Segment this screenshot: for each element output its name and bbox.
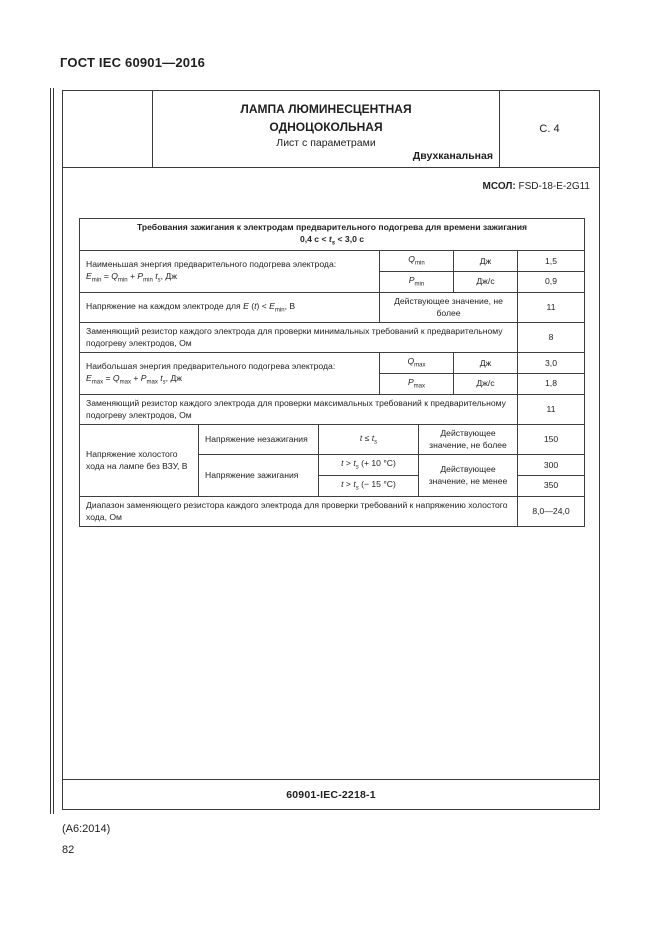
symbol-cell: $Q_{min}$ bbox=[380, 251, 454, 272]
title-band-main-cell bbox=[153, 91, 499, 167]
table-title-cell bbox=[80, 219, 585, 251]
value-cell: 1,8 bbox=[518, 374, 585, 395]
value-cell: 300 bbox=[518, 455, 585, 476]
value-cell: 0,9 bbox=[518, 272, 585, 293]
open-circuit-condition-cell: $t > t_s$ (+ 10 °C) bbox=[319, 455, 419, 476]
page-number: 82 bbox=[62, 844, 75, 856]
open-circuit-condition-cell: $t \le t_s$ bbox=[319, 425, 419, 455]
open-circuit-name-cell: Напряжение зажигания bbox=[199, 455, 319, 497]
value-cell: 150 bbox=[518, 425, 585, 455]
table-header-row bbox=[80, 219, 585, 251]
sheet-ref-cell bbox=[499, 91, 599, 167]
max-energy-row-q bbox=[80, 353, 585, 374]
binding-margin-rule bbox=[50, 88, 54, 814]
datasheet-frame bbox=[62, 90, 600, 810]
lamp-code-label: МСОЛ: bbox=[482, 181, 516, 192]
resistor-min-desc-cell: Заменяющий резистор каждого электрода для проверки минимальных требований к предварительному подогреву электродов, Ом bbox=[80, 323, 518, 353]
max-energy-desc: Наибольшая энергия предварительного подогрева электрода: bbox=[86, 361, 336, 372]
unit-cell: Дж/с bbox=[454, 374, 518, 395]
value-cell: 3,0 bbox=[518, 353, 585, 374]
value-cell: 8 bbox=[518, 323, 585, 353]
resistor-max-desc-cell: Заменяющий резистор каждого электрода для проверки максимальных требований к предварительному подогреву электродов, Ом bbox=[80, 395, 518, 425]
lamp-title-line1: ЛАМПА ЛЮМИНЕСЦЕНТНАЯ bbox=[240, 102, 412, 116]
title-band-empty-cell bbox=[63, 91, 153, 167]
lamp-title-line2: ОДНОЦОКОЛЬНАЯ bbox=[269, 120, 383, 134]
value-cell: 350 bbox=[518, 476, 585, 497]
datasheet-footer-band bbox=[63, 779, 599, 809]
symbol-cell: $Q_{max}$ bbox=[380, 353, 454, 374]
max-energy-desc-cell bbox=[80, 353, 380, 395]
value-cell: 11 bbox=[518, 395, 585, 425]
electrode-voltage-criterion-cell: Действующее значение, не более bbox=[380, 293, 518, 323]
symbol-cell: $P_{max}$ bbox=[380, 374, 454, 395]
min-energy-desc: Наименьшая энергия предварительного подогрева электрода: bbox=[86, 259, 337, 270]
symbol-cell: $P_{min}$ bbox=[380, 272, 454, 293]
ignition-requirements-table bbox=[79, 218, 585, 527]
resistor-max-row bbox=[80, 395, 585, 425]
title-band bbox=[63, 91, 599, 168]
resistor-min-row bbox=[80, 323, 585, 353]
open-circuit-criterion-cell: Действующее значение, не более bbox=[419, 425, 518, 455]
open-circuit-label-cell: Напряжение холостого хода на лампе без ВЗУ, В bbox=[80, 425, 199, 497]
open-circuit-criterion-cell: Действующее значение, не менее bbox=[419, 455, 518, 497]
sheet-ref: С. 4 bbox=[539, 123, 560, 135]
table-title-range: 0,4 $с < t_s < 3,0$ с bbox=[299, 233, 365, 247]
lamp-code-value: FSD-18-E-2G11 bbox=[518, 181, 590, 192]
min-energy-formula: $E_{min} = Q_{min} + P_{min}$ $t_s$, Дж bbox=[86, 270, 178, 284]
standard-designation: ГОСТ IEC 60901—2016 bbox=[60, 55, 206, 70]
open-circuit-name-cell: Напряжение незажигания bbox=[199, 425, 319, 455]
value-cell: 1,5 bbox=[518, 251, 585, 272]
table-title: Требования зажигания к электродам предварительного подогрева для времени зажигания bbox=[136, 222, 528, 232]
lamp-subtitle: Лист с параметрами bbox=[276, 137, 376, 149]
lamp-variant: Двухканальная bbox=[412, 150, 493, 162]
amendment-note: (А6:2014) bbox=[62, 823, 111, 835]
electrode-voltage-desc-cell: Напряжение на каждом электроде для E $(t) < E_{min}$, В bbox=[80, 293, 380, 323]
min-energy-row-q bbox=[80, 251, 585, 272]
open-circuit-row-1 bbox=[80, 425, 585, 455]
value-cell: 8,0—24,0 bbox=[518, 497, 585, 527]
max-energy-formula: $E_{max} = Q_{max} + P_{max}$ $t_s$, Дж bbox=[86, 372, 183, 386]
resistor-range-desc-cell: Диапазон заменяющего резистора каждого электрода для проверки требований к напряжению холостого хода, Ом bbox=[80, 497, 518, 527]
datasheet-number: 60901-IEC-2218-1 bbox=[286, 788, 376, 801]
unit-cell: Дж bbox=[454, 353, 518, 374]
electrode-voltage-row bbox=[80, 293, 585, 323]
unit-cell: Дж/с bbox=[454, 272, 518, 293]
unit-cell: Дж bbox=[454, 251, 518, 272]
resistor-range-row bbox=[80, 497, 585, 527]
min-energy-desc-cell bbox=[80, 251, 380, 293]
open-circuit-condition-cell: $t > t_s$ (− 15 °C) bbox=[319, 476, 419, 497]
value-cell: 11 bbox=[518, 293, 585, 323]
lamp-code-line bbox=[483, 181, 590, 192]
